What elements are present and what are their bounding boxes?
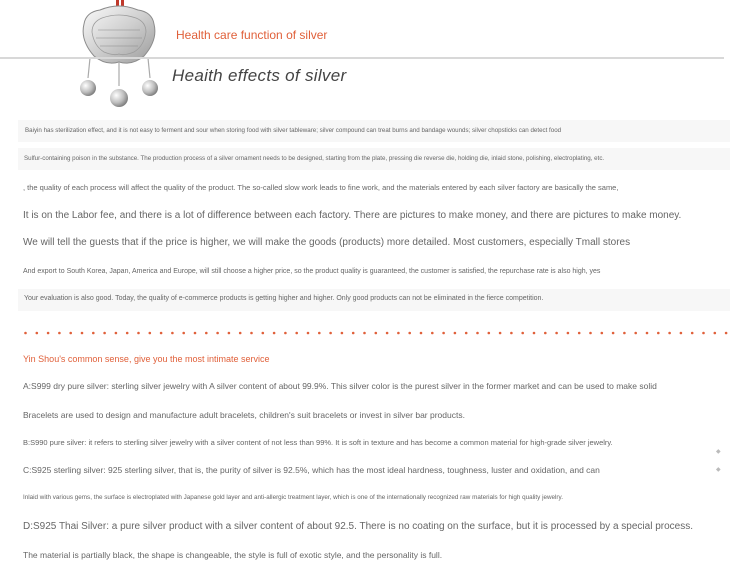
divider-dot [171,332,174,335]
divider-dot [341,332,344,335]
divider-dot [363,332,366,335]
divider-dot [510,332,513,335]
divider-dot [589,332,592,335]
divider-dot [295,332,298,335]
grade-line: C:S925 sterling silver: 925 sterling silver, that is, the purity of silver is 92.5%, which has the most ideal hardness, toughness, luster and oxidation, and can [23,465,600,475]
divider-dot [555,332,558,335]
divider-dot [476,332,479,335]
divider-dot [691,332,694,335]
divider-dot [115,332,118,335]
intro-line: Sulfur-containing poison in the substance. The production process of a silver ornament needs to be designed, starting from the plate, pressing die reverse die, holding die, inlaid stone, polishing, electroplating, etc. [24,155,605,162]
divider-dot [454,332,457,335]
divider-dot [216,332,219,335]
intro-line: And export to South Korea, Japan, America and Europe, will still choose a higher price, so the product quality is guaranteed, the customer is satisfied, the repurchase rate is also high, yes [23,268,601,275]
divider-dot [137,332,140,335]
divider-dot [601,332,604,335]
divider-dot [725,332,728,335]
divider-dot [578,332,581,335]
divider-dot [250,332,253,335]
divider-dot [81,332,84,335]
divider-dot [160,332,163,335]
divider-dot [668,332,671,335]
divider-dot [262,332,265,335]
grade-line: Bracelets are used to design and manufacture adult bracelets, children's suit bracelets or invest in silver bar products. [23,410,465,420]
divider-dot [103,332,106,335]
divider-dot [408,332,411,335]
divider-dot [149,332,152,335]
divider-dot [205,332,208,335]
divider-dot [680,332,683,335]
divider-dot [194,332,197,335]
grade-line: Inlaid with various gems, the surface is electroplated with Japanese gold layer and anti-allergic treatment layer, which is one of the internationally recognized raw materials for high quality jewelry. [23,494,563,501]
divider-dot [386,332,389,335]
intro-line: , the quality of each process will affect the quality of the product. The so-called slow work leads to fine work, and the materials entered by each silver factory are basically the same, [23,183,619,192]
divider-dot [397,332,400,335]
divider-dot [273,332,276,335]
divider-dot [375,332,378,335]
divider-dot [544,332,547,335]
divider-dot [499,332,502,335]
grade-line: D:S925 Thai Silver: a pure silver product with a silver content of about 92.5. There is no coating on the surface, but it is processed by a special process. [23,521,693,532]
divider-dot [36,332,39,335]
silver-lock-pendant-icon [78,0,160,110]
intro-line: Baiyin has sterilization effect, and it is not easy to ferment and sour when storing food with silver tableware; silver compound can treat burns and bandage wounds; silver chopsticks can detect food [25,127,562,134]
divider-dot [623,332,626,335]
divider-dot [488,332,491,335]
divider-dot [657,332,660,335]
intro-line: We will tell the guests that if the price is higher, we will make the goods (products) more detailed. Most customers, especially Tmall stores [23,237,631,248]
divider-dot [634,332,637,335]
divider-dot [69,332,72,335]
divider-dot [465,332,468,335]
divider-dot [318,332,321,335]
divider-dot [420,332,423,335]
divider-dot [284,332,287,335]
divider-dot [182,332,185,335]
divider-dot [58,332,61,335]
title-divider [0,57,724,59]
divider-dot [307,332,310,335]
divider-dot [521,332,524,335]
grade-line: B:S990 pure silver: it refers to sterling silver jewelry with a silver content of not less than 99%. It is soft in texture and has become a common material for high-grade silver jewelry. [23,438,613,447]
divider-dot [442,332,445,335]
dotted-divider [24,331,734,335]
grade-line: A:S999 dry pure silver: sterling silver jewelry with A silver content of about 99.9%. This silver color is the purest silver in the former market and can be used to make solid [23,381,657,391]
page-title: Health care function of silver [176,28,328,42]
divider-dot [714,332,717,335]
section-subtitle: Heaith effects of silver [172,66,347,85]
divider-dot [239,332,242,335]
divider-dot [646,332,649,335]
decorative-dot-icon: ◆ [716,467,721,473]
divider-dot [431,332,434,335]
divider-dot [126,332,129,335]
divider-dot [24,332,27,335]
divider-dot [352,332,355,335]
intro-line: Your evaluation is also good. Today, the quality of e-commerce products is getting higher and higher. Only good products can not be eliminated in the fierce competition. [24,295,544,302]
intro-line: It is on the Labor fee, and there is a lot of difference between each factory. There are pictures to make money, and there are pictures to make money. [23,210,682,221]
divider-dot [702,332,705,335]
divider-dot [533,332,536,335]
divider-dot [567,332,570,335]
grade-line: The material is partially black, the shape is changeable, the style is full of exotic style, and the personality is full. [23,550,443,560]
divider-dot [92,332,95,335]
section-heading: Yin Shou's common sense, give you the most intimate service [23,354,270,364]
divider-dot [47,332,50,335]
divider-dot [329,332,332,335]
decorative-dot-icon: ◆ [716,449,721,455]
divider-dot [228,332,231,335]
divider-dot [612,332,615,335]
